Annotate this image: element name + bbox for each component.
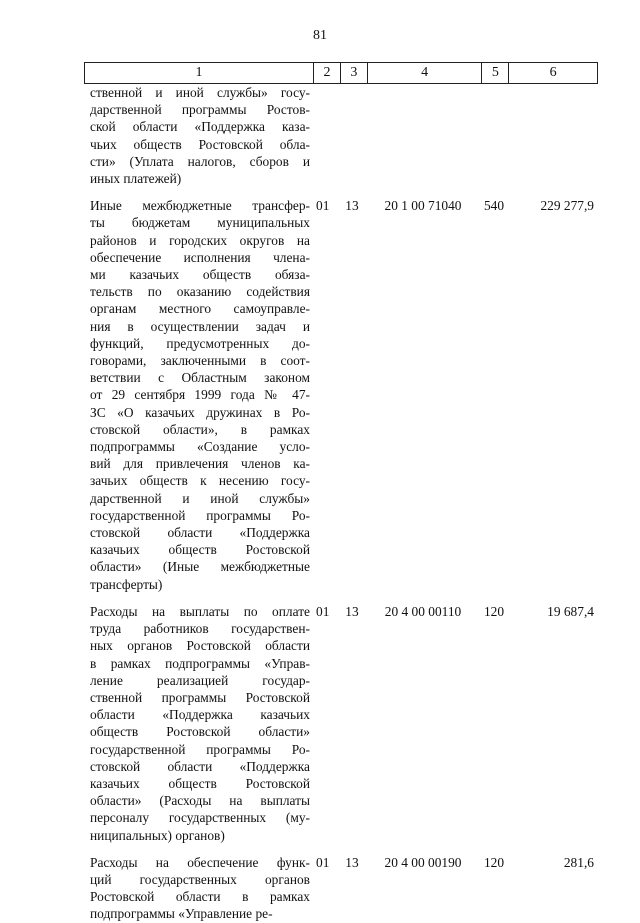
row-subsection-code: 13 [345,198,359,214]
description-line: тельств по оказанию содействия [90,284,310,300]
description-line: ты бюджетам муниципальных [90,215,310,231]
description-line: ных органов Ростовской области [90,638,310,654]
row-section-code: 01 [316,198,330,214]
page-number: 81 [313,28,327,43]
row-section-code [310,84,337,187]
description-line: районов и городских округов на [90,232,310,248]
description-line: сти» (Уплата налогов, сборов и [90,153,310,169]
table-row [84,603,598,844]
description-line: ниципальных) органов) [90,827,225,843]
header-col-1: 1 [85,63,314,83]
description-line: ской области «Поддержка каза- [90,119,310,135]
description-line: обществ Ростовской области» [90,724,310,740]
description-line: говорами, заключенными в соот- [90,353,310,369]
description-line: области» (Расходы на выплаты [90,793,310,809]
description-line: области» (Иные межбюджетные [90,559,310,575]
header-col-2: 2 [314,63,341,83]
description-line: Расходы на обеспечение функ- [90,854,310,870]
row-subsection-code [337,84,367,187]
description-line: ми казачьих обществ обяза- [90,267,310,283]
row-description [84,854,310,923]
row-target-article: 20 4 00 00110 [384,603,462,619]
row-description [84,197,310,593]
description-line: казачьих обществ Ростовской [90,775,310,791]
row-expense-type: 540 [483,198,505,214]
description-line: государственной программы Ро- [90,507,310,523]
description-line: вий для привлечения членов ка- [90,456,310,472]
row-section-code: 01 [316,603,330,619]
row-description [84,84,310,187]
row-target-article: 20 4 00 00190 [384,854,462,870]
row-amount: 229 277,9 [540,198,594,214]
description-line: стовской области «Поддержка [90,525,310,541]
table-body [84,84,598,923]
description-line: трансферты) [90,576,163,592]
header-col-5: 5 [482,63,509,83]
description-line: функций, предусмотренных до- [90,335,310,351]
description-line: дарственной программы Ростов- [90,102,310,118]
description-line: персоналу государственных (му- [90,810,310,826]
description-line: подпрограммы «Управление ре- [90,906,273,922]
table-row [84,84,598,187]
description-line: труда работников государствен- [90,621,310,637]
description-line: в рамках подпрограммы «Управ- [90,655,310,671]
table-row [84,197,598,593]
description-line: государственной программы Ро- [90,741,310,757]
description-line: ление реализацией государ- [90,672,310,688]
description-line: чьих обществ Ростовской обла- [90,136,310,152]
row-target-article [367,84,479,187]
description-line: ственной программы Ростовской [90,689,310,705]
description-line: Ростовской области в рамках [90,889,310,905]
description-line: стовской области «Поддержка [90,758,310,774]
description-line: зачьих обществ к несению госу- [90,473,310,489]
description-line: от 29 сентября 1999 года № 47- [90,387,310,403]
row-subsection-code: 13 [345,603,359,619]
description-line: ветствии с Областным законом [90,370,310,386]
row-expense-type: 120 [483,854,505,870]
description-line: дарственной и иной службы» [90,490,310,506]
row-amount: 19 687,4 [547,603,594,619]
header-col-4: 4 [368,63,483,83]
description-line: ственной и иной службы» госу- [90,85,310,100]
row-amount [509,84,598,187]
description-line: казачьих обществ Ростовской [90,542,310,558]
description-line: иных платежей) [90,171,182,187]
description-line: стовской области», в рамках [90,421,310,437]
description-line: Иные межбюджетные трансфер- [90,198,310,214]
description-line: области «Поддержка казачьих [90,707,310,723]
header-col-6: 6 [549,65,557,80]
description-line: органам местного самоуправле- [90,301,310,317]
table-header [84,62,598,84]
description-line: ций государственных органов [90,871,310,887]
table-row [84,854,598,923]
description-line: обеспечение исполнения члена- [90,249,310,265]
row-expense-type: 120 [483,603,505,619]
description-line: подпрограммы «Создание усло- [90,439,310,455]
row-amount: 281,6 [563,854,594,870]
header-col-3: 3 [341,63,368,83]
row-description [84,603,310,844]
description-line: Расходы на выплаты по оплате [90,603,310,619]
description-line: ЗС «О казачьих дружинах в Ро- [90,404,310,420]
row-target-article: 20 1 00 71040 [384,198,462,214]
description-line: ния в осуществлении задач и [90,318,310,334]
row-expense-type [479,84,509,187]
row-section-code: 01 [316,854,330,870]
row-subsection-code: 13 [345,854,359,870]
